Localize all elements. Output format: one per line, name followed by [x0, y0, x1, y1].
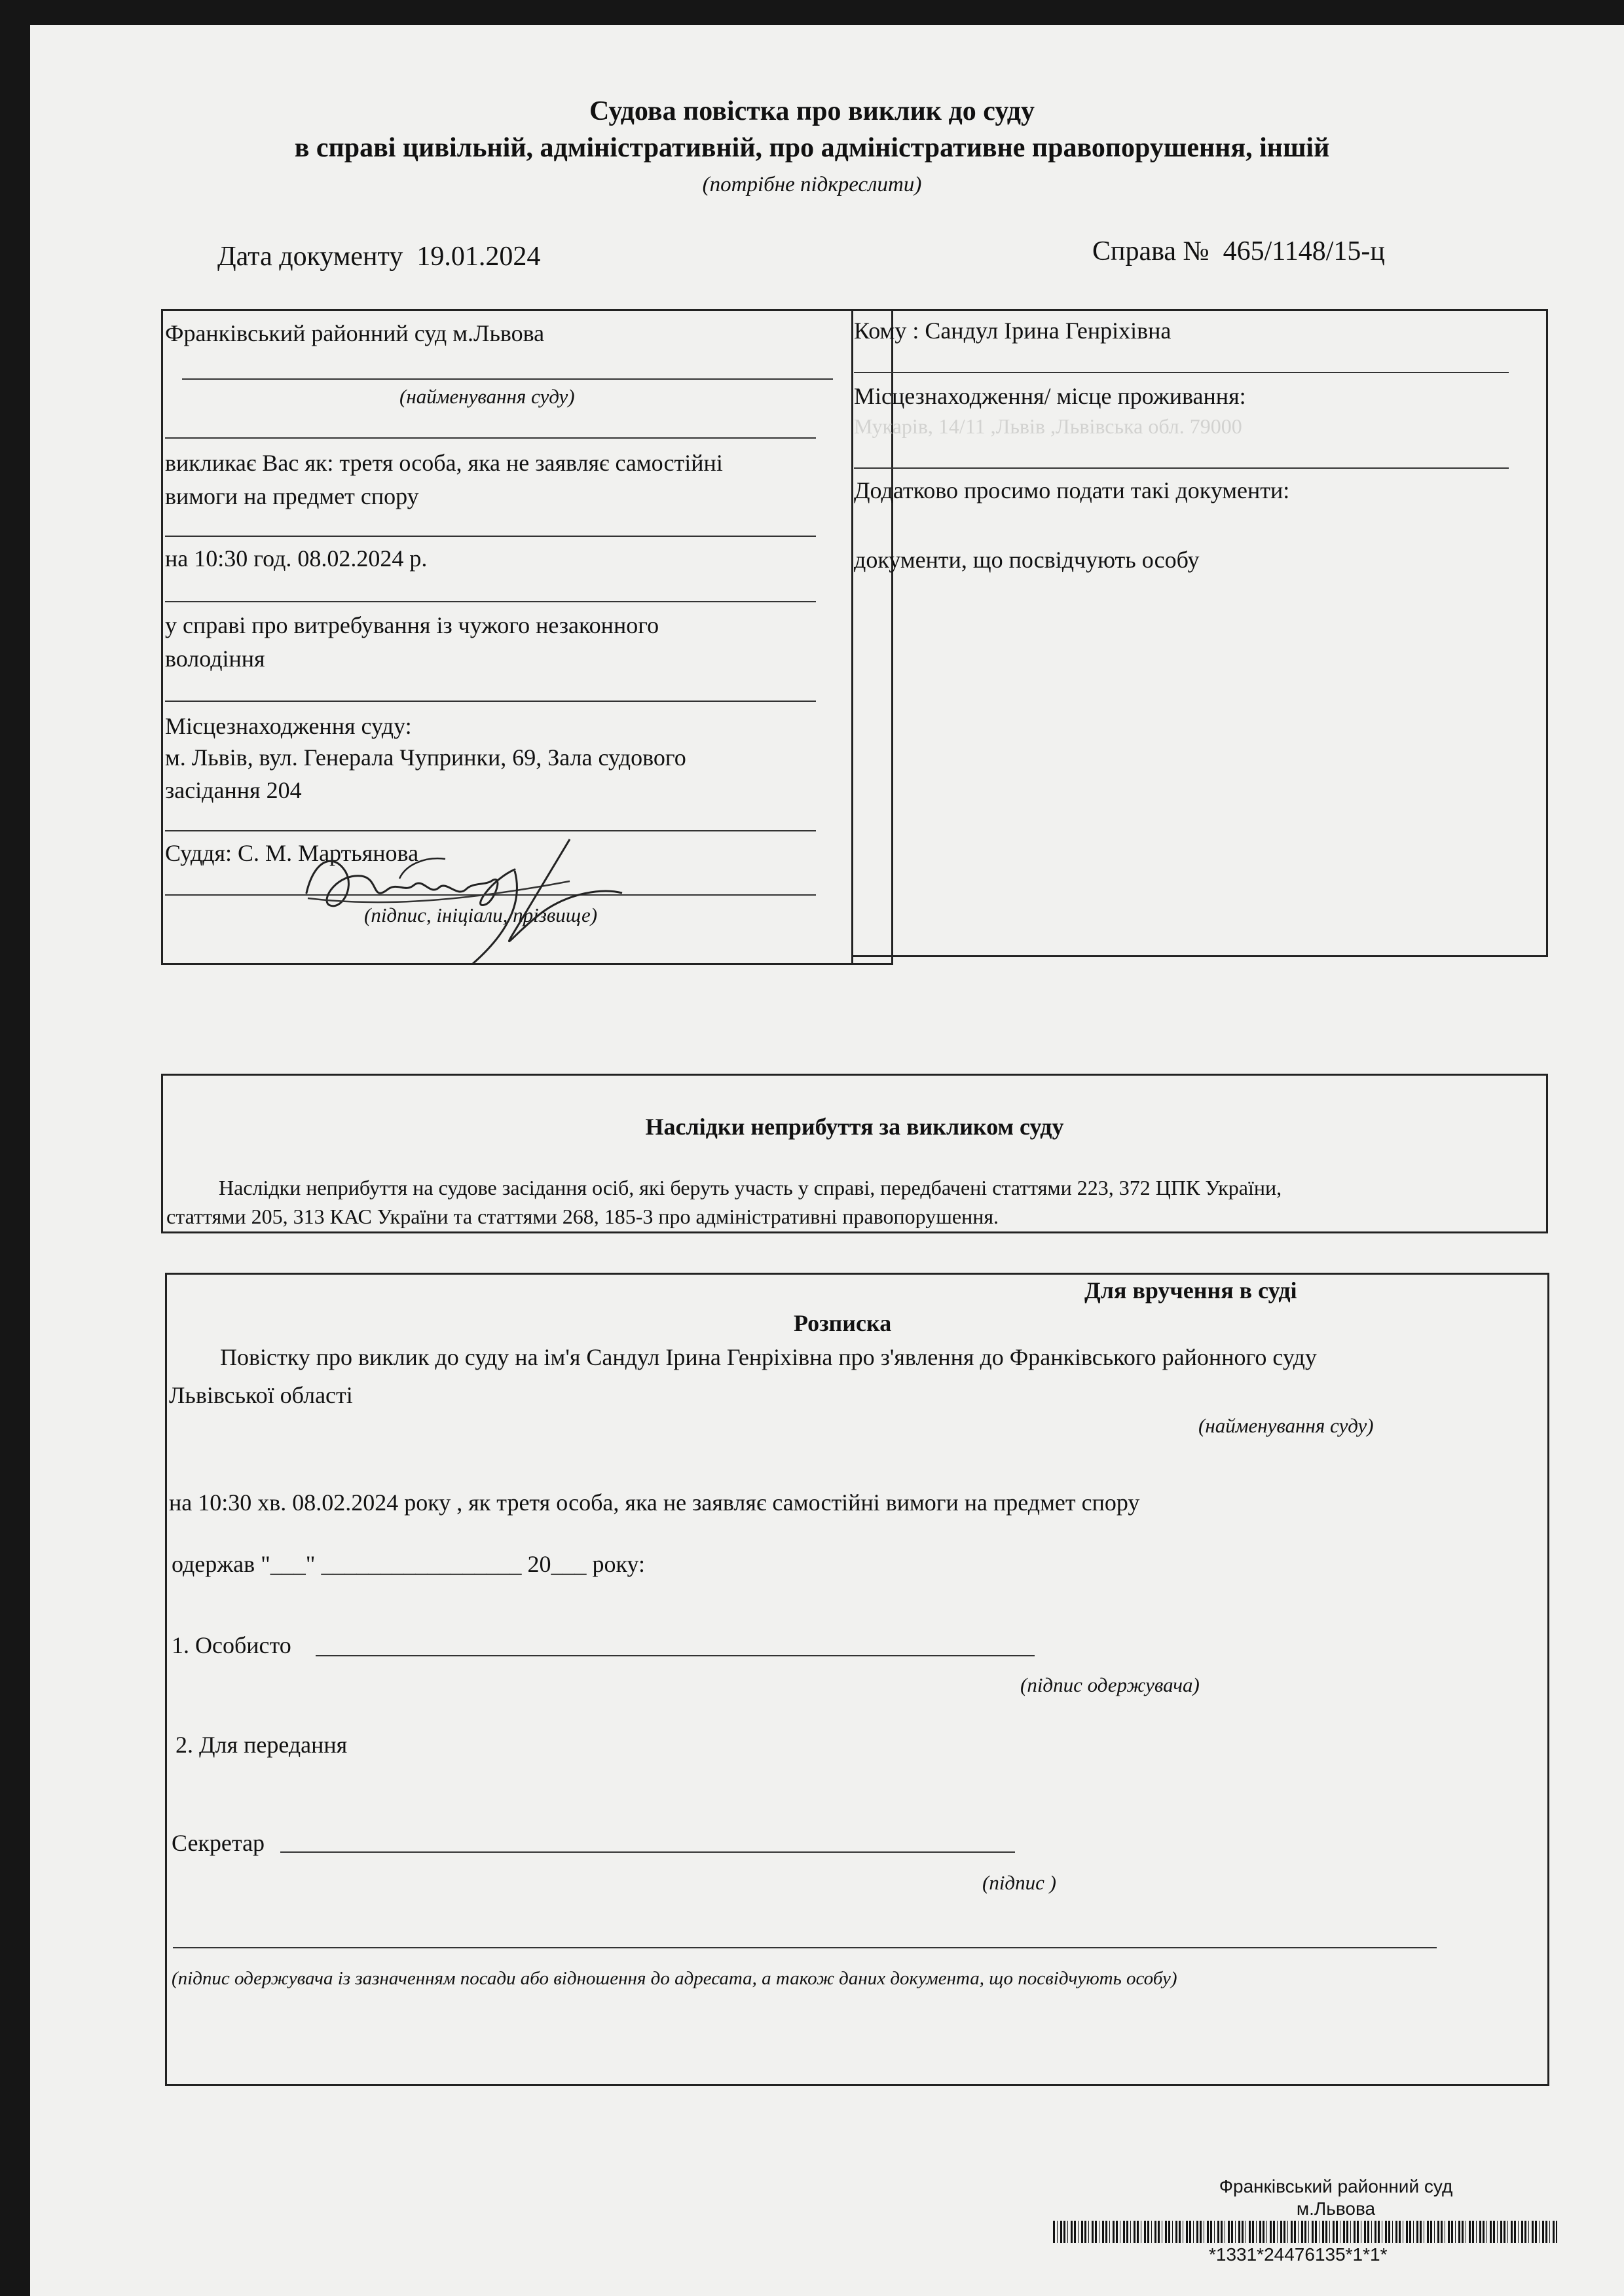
case-subject-line1: у справі про витребування із чужого незаконного	[165, 612, 659, 638]
summons-role-line2: вимоги на предмет спору	[165, 483, 419, 509]
case-value: 465/1148/15-ц	[1223, 236, 1385, 266]
judge-name: Суддя: С. М. Мартьянова	[165, 840, 419, 866]
secretary-signature-caption: (підпис )	[982, 1871, 1056, 1894]
summons-role-line1: викликає Вас як: третя особа, яка не заявляє самостійні	[165, 450, 723, 476]
signature-caption: (підпис, ініціали, прізвище)	[364, 903, 598, 926]
date-label: Дата документу	[217, 242, 403, 272]
separator-line	[165, 830, 816, 831]
for-court-label: Для вручення в суді	[1084, 1277, 1297, 1303]
receipt-title: Розписка	[794, 1310, 892, 1336]
consequences-line1: Наслідки неприбуття на судове засідання осіб, які беруть участь у справі, передбачені статтями 223, 372 ЦПК України,	[219, 1176, 1282, 1199]
document-subtitle: в справі цивільній, адміністративній, про адміністративне правопорушення, іншій	[294, 133, 1330, 163]
personally-label: 1. Особисто	[172, 1632, 291, 1658]
received-line: одержав "___" _________________ 20___ року:	[172, 1551, 646, 1577]
separator-line	[165, 701, 816, 702]
for-transfer-label: 2. Для передання	[175, 1732, 348, 1758]
underline-note: (потрібне підкреслити)	[702, 173, 922, 196]
court-name-caption: (найменування суду)	[399, 385, 575, 408]
case-number	[1092, 236, 1385, 267]
separator-line	[165, 601, 816, 602]
court-name: Франківський районний суд м.Львова	[165, 320, 545, 346]
separator-line	[165, 437, 816, 439]
document-date	[217, 241, 540, 272]
stamp-city: м.Львова	[1296, 2198, 1376, 2219]
judge-signature-icon	[295, 833, 635, 975]
document-title: Судова повістка про виклик до суду	[589, 96, 1035, 126]
recipient-signature-line[interactable]	[316, 1655, 1035, 1656]
receipt-time-line: на 10:30 хв. 08.02.2024 року , як третя особа, яка не заявляє самостійні вимоги на предмет спору	[169, 1489, 1140, 1516]
secretary-signature-line[interactable]	[280, 1851, 1015, 1853]
documents-label: Додатково просимо подати такі документи:	[854, 477, 1290, 503]
address-value: Мукарів, 14/11 ,Львів ,Львівська обл. 79000	[854, 414, 1242, 438]
case-label: Справа №	[1092, 236, 1209, 266]
barcode-text: *1331*24476135*1*1*	[1209, 2244, 1388, 2265]
secretary-label: Секретар	[172, 1830, 265, 1856]
address-label: Місцезнаходження/ місце проживання:	[854, 383, 1246, 409]
date-value: 19.01.2024	[416, 242, 541, 272]
recipient-details-caption: (підпис одержувача із зазначенням посади або відношення до адресата, а також даних документа, що посвідчують особу)	[172, 1968, 1177, 1989]
summons-box-divider	[851, 309, 853, 965]
consequences-line2: статтями 205, 313 КАС України та статтями 268, 185-3 про адміністративні правопорушення.	[166, 1205, 999, 1228]
barcode-icon	[1053, 2221, 1557, 2243]
recipient-signature-caption: (підпис одержувача)	[1020, 1673, 1200, 1696]
recipient-details-line[interactable]	[173, 1947, 1437, 1948]
address-line	[854, 467, 1509, 469]
documents-value: документи, що посвідчують особу	[854, 547, 1200, 573]
receipt-line2: Львівської області	[169, 1382, 353, 1408]
stamp-court-name: Франківський районний суд	[1219, 2176, 1453, 2196]
case-subject-line2: володіння	[165, 646, 265, 672]
court-location-label: Місцезнаходження суду:	[165, 713, 412, 739]
recipient: Кому : Сандул Ірина Генріхівна	[854, 318, 1172, 344]
receipt-line1: Повістку про виклик до суду на ім'я Сандул Ірина Генріхівна про з'явлення до Франківського районного суду	[220, 1344, 1317, 1370]
court-location-line2: засідання 204	[165, 777, 302, 803]
court-name-line	[182, 378, 833, 380]
court-location-line1: м. Львів, вул. Генерала Чупринки, 69, Зала судового	[165, 744, 686, 771]
separator-line	[165, 536, 816, 537]
receipt-box	[165, 1273, 1549, 2086]
hearing-time: на 10:30 год. 08.02.2024 р.	[165, 545, 428, 572]
receipt-court-caption: (найменування суду)	[1198, 1414, 1374, 1437]
recipient-line	[854, 372, 1509, 373]
consequences-title: Наслідки неприбуття за викликом суду	[645, 1114, 1064, 1140]
